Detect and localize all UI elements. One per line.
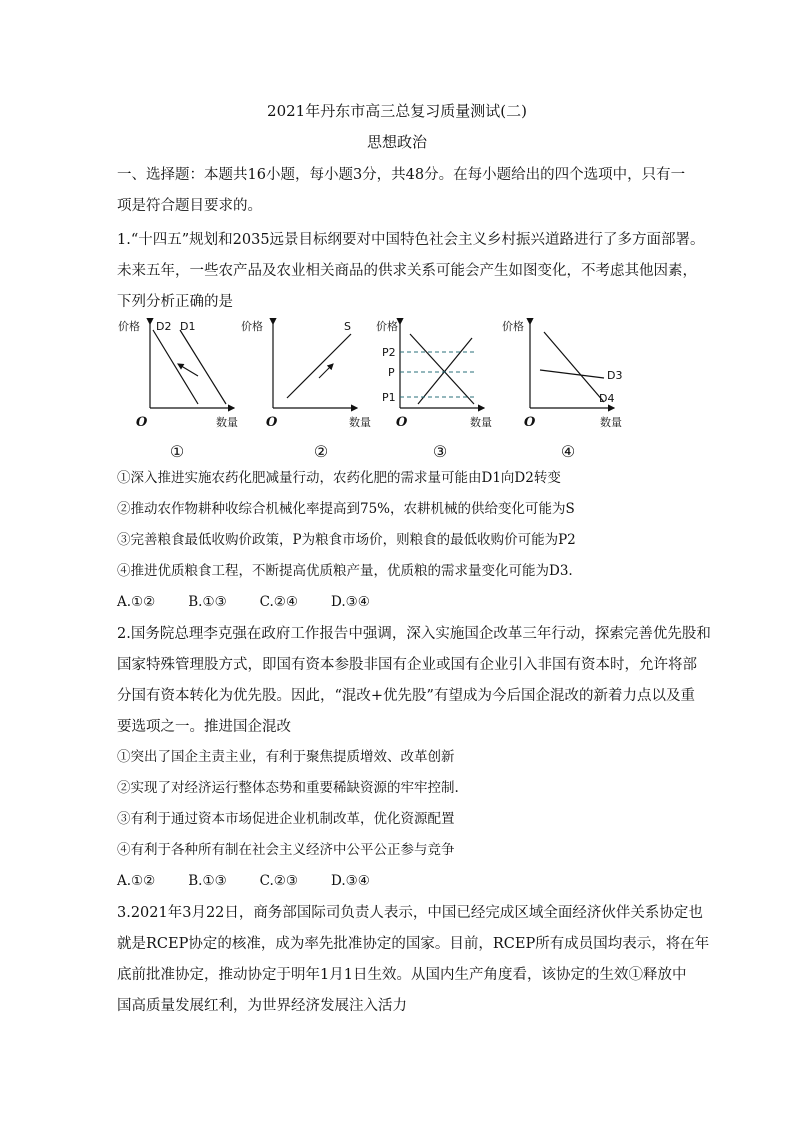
graph-2 xyxy=(241,318,371,433)
demand-curve-d1 xyxy=(180,330,226,404)
q1-option-b[interactable]: B.①③ xyxy=(188,594,227,610)
y-axis-label: 价格 xyxy=(376,320,398,333)
price-label-p1: P1 xyxy=(382,391,396,404)
x-axis-label: 数量 xyxy=(216,416,238,429)
q3-stem-line2: 就是RCEP协定的核准，成为率先批准协定的国家。目前，RCEP所有成员国均表示，将在年 xyxy=(117,936,710,952)
q2-stem-line2: 国家特殊管理股方式，即国有资本参股非国有企业或国有企业引入非国有资本时，允许将部 xyxy=(117,657,697,673)
q1-statement-2: ②推动农作物耕种收综合机械化率提高到75%，农耕机械的供给变化可能为S xyxy=(117,501,575,517)
shift-arrow-icon xyxy=(178,364,198,376)
q2-options xyxy=(117,875,403,889)
curve-label-s: S xyxy=(344,320,351,333)
curve-label-d2: D2 xyxy=(156,320,172,333)
graph-1-number: ① xyxy=(169,442,185,461)
graph-1 xyxy=(118,318,238,433)
origin-label: O xyxy=(266,415,278,430)
curve-label-d1: D1 xyxy=(180,320,196,333)
q3-stem-line1: 3.2021年3月22日，商务部国际司负责人表示，中国已经完成区域全面经济伙伴关系协定也 xyxy=(117,905,703,921)
subject-title: 思想政治 xyxy=(366,133,427,151)
section-instructions-line1: 一、选择题：本题共16小题，每小题3分，共48分。在每小题给出的四个选项中，只有一 xyxy=(117,167,686,183)
x-axis-label: 数量 xyxy=(349,416,371,429)
q2-option-b[interactable]: B.①③ xyxy=(188,873,227,889)
origin-label: O xyxy=(136,415,148,430)
curve-label-d4: D4 xyxy=(599,392,615,405)
x-axis-label: 数量 xyxy=(600,416,622,429)
q1-option-d[interactable]: D.③④ xyxy=(331,594,370,610)
exam-title: 2021年丹东市高三总复习质量测试(二) xyxy=(267,102,527,120)
shift-arrow-icon xyxy=(319,364,333,378)
q1-statement-1: ①深入推进实施农药化肥减量行动，农药化肥的需求量可能由D1向D2转变 xyxy=(117,470,561,486)
q2-stem-line4: 要选项之一。推进国企混改 xyxy=(117,719,291,735)
y-axis-label: 价格 xyxy=(241,320,263,333)
q1-statement-3: ③完善粮食最低收购价政策，P为粮食市场价，则粮食的最低收购价可能为P2 xyxy=(117,532,576,548)
x-axis-label: 数量 xyxy=(470,416,492,429)
q2-statement-3: ③有利于通过资本市场促进企业机制改革，优化资源配置 xyxy=(117,811,455,827)
q2-stem-line3: 分国有资本转化为优先股。因此，“混改+优先股”有望成为今后国企混改的新着力点以及重 xyxy=(117,688,695,704)
demand-curve xyxy=(410,334,474,404)
curve-label-d3: D3 xyxy=(607,369,623,382)
y-axis-label: 价格 xyxy=(118,320,140,333)
q3-stem-line3: 底前批准协定，推动协定于明年1月1日生效。从国内生产角度看，该协定的生效①释放中 xyxy=(117,967,687,983)
graph-4-number: ④ xyxy=(560,442,576,461)
q1-option-c[interactable]: C.②④ xyxy=(259,594,299,610)
q2-option-d[interactable]: D.③④ xyxy=(331,873,370,889)
y-axis-label: 价格 xyxy=(502,320,524,333)
section-instructions-line2: 项是符合题目要求的。 xyxy=(117,198,262,214)
demand-curve-d2 xyxy=(153,330,198,404)
demand-curve-d4 xyxy=(544,332,604,402)
graph-3 xyxy=(376,318,492,433)
graph-3-number: ③ xyxy=(432,442,448,461)
q3-stem-line4: 国高质量发展红利，为世界经济发展注入活力 xyxy=(117,998,407,1014)
q1-options xyxy=(117,596,403,610)
q2-statement-4: ④有利于各种所有制在社会主义经济中公平公正参与竞争 xyxy=(117,842,455,858)
origin-label: O xyxy=(524,415,536,430)
supply-curve-s xyxy=(287,334,351,398)
supply-curve xyxy=(418,338,472,404)
q2-stem-line1: 2.国务院总理李克强在政府工作报告中强调，深入实施国企改革三年行动，探索完善优先股和 xyxy=(117,626,711,642)
q1-stem-line1: 1.“十四五”规划和2035远景目标纲要对中国特色社会主义乡村振兴道路进行了多方面部署。 xyxy=(117,232,705,248)
q2-option-a[interactable]: A.①② xyxy=(117,873,156,889)
q2-option-c[interactable]: C.②③ xyxy=(259,873,299,889)
origin-label: O xyxy=(396,415,408,430)
price-label-p2: P2 xyxy=(382,346,396,359)
q1-stem-line3: 下列分析正确的是 xyxy=(117,294,233,310)
q1-statement-4: ④推进优质粮食工程，不断提高优质粮产量，优质粮的需求量变化可能为D3. xyxy=(117,563,573,579)
demand-curve-d3 xyxy=(540,370,604,378)
price-label-p: P xyxy=(388,366,395,379)
graph-2-number: ② xyxy=(313,442,329,461)
q1-stem-line2: 未来五年，一些农产品及农业相关商品的供求关系可能会产生如图变化，不考虑其他因素， xyxy=(117,263,697,279)
q2-statement-1: ①突出了国企主责主业，有利于聚焦提质增效、改革创新 xyxy=(117,749,455,765)
q2-statement-2: ②实现了对经济运行整体态势和重要稀缺资源的牢牢控制. xyxy=(117,780,459,796)
q1-option-a[interactable]: A.①② xyxy=(117,594,156,610)
graph-4 xyxy=(502,318,623,433)
